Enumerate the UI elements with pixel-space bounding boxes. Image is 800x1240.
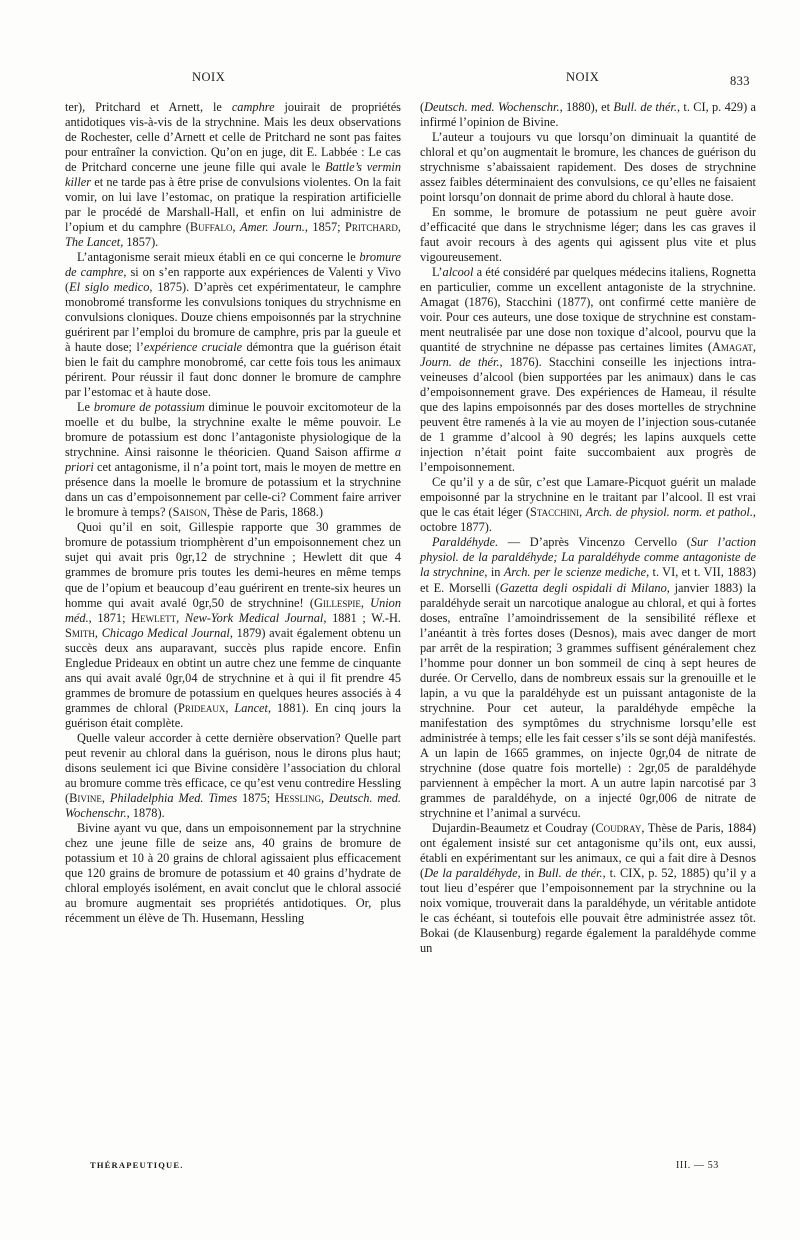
text-run: New-York Medical Journal xyxy=(184,610,324,625)
text-run: , octobre 1877). xyxy=(420,505,757,535)
text-run: bromure de camphre xyxy=(65,250,401,280)
text-run: expérience cruciale xyxy=(143,340,243,355)
text-run: Saison xyxy=(172,505,207,520)
footer-volume: III. — 53 xyxy=(676,1160,719,1171)
paragraph xyxy=(420,205,756,265)
paragraph xyxy=(420,475,756,535)
text-run: Quoi qu’il en soit, Gillespie rapporte que 30 grammes de bromure de potassium triomphèrent d’un empoisonnement chez un sujet qui avait pris 0gr,12 de strychnine ; Hewlett dit que 4 grammes de bromure pris toutes les demi-heures en même temps que de l’opium et beaucoup d’eau guérirent en trente-six heures un homme qui avait avalé 0gr,50 de strychnine! ( xyxy=(65,520,401,610)
text-run: , 1880), et xyxy=(559,100,614,114)
text-run: , 1875). D’après cet expérimentateur, le camphre monobromé transforme les convulsions toniques du strychnisme en convulsions cloniques. Douze chiens empoisonnés par la strychnine guérirent par l’emploi du bromure de camphre, pris par la gueule et à haute dose; l’ xyxy=(65,280,401,355)
text-run: L’antagonisme serait mieux établi en ce qui concerne le xyxy=(77,250,360,265)
text-run: diminue le pouvoir excitomoteur de la moelle et du bulbe, la strychnine exalte le même pouvoir. Le bromure de potassium est donc l’antagoniste physiologique de la strychnine. Ainsi raisonne le théoricien. Quand Saison affirme xyxy=(65,400,401,460)
text-run: Hewlett xyxy=(131,610,177,625)
text-run: , in xyxy=(517,865,538,880)
text-run: , 1881). En cinq jours la guérison était complète. xyxy=(65,700,401,730)
text-run: camphre xyxy=(231,100,275,114)
text-run: L’ xyxy=(432,265,443,280)
text-run: ( xyxy=(420,100,425,114)
paragraph xyxy=(420,821,756,956)
text-run: , xyxy=(752,340,756,355)
text-run: L’auteur a toujours vu que lorsqu’on diminuait la quantité de chloral et qu’on augmentait le bromure, les chances de guérison du strychnisme s’abaissaient rapidement. Des doses de strychnine assez faibles déterminaient des convulsions, ce qu’elles ne faisaient point lorsqu’on donnait de prime abord du chloral à haute dose. xyxy=(420,130,756,205)
text-run: Deutsch. med. Wochenschr. xyxy=(65,790,402,820)
text-run: , xyxy=(225,700,235,715)
text-run: , 1881 ; W.-H. xyxy=(323,610,402,625)
text-run: , in xyxy=(484,565,504,580)
text-run: — D’après Vincenzo Cervello ( xyxy=(498,535,691,550)
paragraph xyxy=(65,520,401,730)
left-column xyxy=(65,100,401,926)
text-run: The Lancet xyxy=(65,235,121,250)
text-run: Journ. de thér. xyxy=(420,355,500,370)
text-run: , 1879) avait également obtenu un succès deux ans auparavant, succès plus rapide encore. Enfin Engledue Prideaux en obtint un autre chez une femme de cinquante ans qui avait avalé 0gr,04 de strychnine et à qui il fit prendre 45 grammes de bromure de potassium en quelques heures associés à 4 grammes de chloral ( xyxy=(65,625,402,715)
text-run: , t. VI, et t. VII, 1883) et E. Morselli ( xyxy=(420,565,756,595)
text-run: , t. CI, p. 429) a infirmé l’opinion de Bivine. xyxy=(420,100,756,130)
text-run: Bull. de thér. xyxy=(538,865,603,880)
text-run: De la paraldéhyde xyxy=(424,865,518,880)
text-run: Arch. per le scienze mediche xyxy=(503,565,647,580)
text-run: Lancet xyxy=(234,700,268,715)
paragraph xyxy=(420,535,756,820)
text-run: Union méd. xyxy=(65,595,402,625)
text-run: , xyxy=(579,505,586,520)
paragraph xyxy=(65,250,401,400)
text-run: ter), Pritchard et Arnett, le xyxy=(65,100,232,114)
text-run: Ce qu’il y a de sûr, c’est que Lamare-Picquot guérit un malade empoisonné par la strychnine en le traitant par l’alcool. Il est vrai que le cas était léger ( xyxy=(420,475,756,520)
text-run: Stacchini xyxy=(530,505,580,520)
text-run: Prideaux xyxy=(177,700,226,715)
text-run: Smith xyxy=(65,625,95,640)
text-run: alcool xyxy=(442,265,474,280)
paragraph xyxy=(420,265,756,475)
text-run: , 1871; xyxy=(88,610,132,625)
text-run: , xyxy=(101,790,110,805)
text-run: jouirait de propriétés antidotiques vis-à-vis de la strychnine. Mais les deux observations de Rochester, celle d’Arnett et celle de Pritchard ne sont pas faites pour entraîner la conviction. Qu’on en juge, dit E. Labbée : Le cas de Pritchard concerne une jeune fille qui avale le xyxy=(65,100,401,175)
text-run: a priori xyxy=(65,445,401,475)
text-run: , janvier 1883) la paraldéhyde serait un narcotique analogue au chloral, et qui à fortes doses, entraîne l’amoindrissement de la sensibilité réflexe et l’anéantit à très fortes doses (Desnos), mais avec danger de mort par arrêt de la respiration; 3 grammes suffisent généralement chez l’homme pour donner un bon sommeil de cinq à sept heures de durée. Or Cervello, dans de nombreux essais sur la grenouille et le lapin, a vu que la paraldéhyde est un puissant antagoniste de la strychnine. Pour cet auteur, la paraldéhyde empêche la manifestation des symptômes du strychnisme lorsqu’elle est administrée à temps; elle les fait cesser s’ils se sont déjà manifestés. A un lapin de 1665 grammes, on injecte 0gr,04 de nitrate de strychnine (dose quatre fois mortelle) : 2gr,05 de paraldéhyde parviennent à empêcher la mort. A un autre lapin narcotisé par 3 grammes de paraldéhyde, on a injecté 0gr,006 de nitrate de strychnine et l’animal a survécu. xyxy=(420,580,757,820)
text-run: En somme, le bromure de potassium ne peut guère avoir d’efficacité que dans le strychnisme léger; dans les cas graves il faut avoir recours à des agents qui agissent plus vite et plus vigoureusement. xyxy=(420,205,756,265)
text-run: Amagat xyxy=(711,340,753,355)
text-run: , 1857). xyxy=(120,235,159,250)
text-run: , Thèse de Paris, 1868.) xyxy=(207,505,323,520)
text-run: Dujardin-Beaumetz et Coudray ( xyxy=(432,820,596,835)
text-run: , 1878). xyxy=(126,805,165,820)
running-header-right: NOIX xyxy=(566,70,600,84)
text-run: Coudray xyxy=(595,820,642,835)
page-number: 833 xyxy=(730,74,750,88)
footer-signature: THÉRAPEUTIQUE. xyxy=(90,1160,184,1170)
text-run: et ne tarde pas à être prise de convulsions violentes. On la fait vomir, on lui lave l’estomac, on pratique la respiration artificielle par le procédé de Marshall-Hall, et enfin on lui administre de l’opium et du camphre ( xyxy=(65,175,401,235)
text-run: 1875; xyxy=(237,790,276,805)
text-run: , xyxy=(360,595,371,610)
text-run: Buffalo xyxy=(189,220,233,235)
text-run: Paraldéhyde. xyxy=(432,535,499,550)
paragraph xyxy=(65,100,401,250)
paragraph xyxy=(65,400,401,520)
paragraph xyxy=(65,821,401,926)
text-run: Bivine ayant vu que, dans un empoisonnement par la strychnine chez une jeune fille de seize ans, 40 grains de bromure de potassium et 10 à 20 grains de chloral agissaient plus efficacement que 120 grains de bromure de potassium et 40 grains d’hydrate de chloral employés isolément, en avait conclut que le chloral associé au bromure augmentait ses propriétés antidotiques. Or, plus récemment un élève de Th. Husemann, Hessling xyxy=(65,820,401,925)
text-run: démontra que la guérison était bien le fait du camphre monobromé, car cette fois tous les animaux périrent. Pour réussir il faut donc donner le bromure de camphre par l’estomac et à haute dose. xyxy=(65,340,401,400)
running-header-left: NOIX xyxy=(192,70,226,84)
text-run: Bivine xyxy=(69,790,102,805)
right-column xyxy=(420,100,756,956)
text-run: Le xyxy=(77,400,94,415)
text-run: Pritchard xyxy=(345,220,398,235)
paragraph xyxy=(65,731,401,821)
text-run: Chicago Medical Journal xyxy=(101,625,230,640)
text-run: , 1857; xyxy=(304,220,346,235)
text-run: , 1876). Stacchini conseille les injections intra-veineuses d’alcool (bien supportées par les animaux) dans le cas d’empoisonnement grave. Des expériences de Hameau, il résulte que des lapins empoisonnés par des doses mortelles de strychnine peuvent être ramenés à la vie au moyen de l’injection sous-cutanée de 1 gramme d’alcool à 90 degrés; les lapins auxquels cette injection n’était point faite succombaient aux progrès de l’empoisonnement. xyxy=(420,355,756,475)
text-run: Deutsch. med. Wochenschr. xyxy=(424,100,560,114)
text-run: , xyxy=(397,220,401,235)
text-run: Gillespie xyxy=(313,595,361,610)
text-run: , xyxy=(94,625,102,640)
text-run: , xyxy=(320,790,329,805)
text-run: Hessling xyxy=(275,790,321,805)
text-run: Amer. Journ. xyxy=(240,220,305,235)
text-run: a été considéré par quelques médecins italiens, Rognetta en particulier, comme un excellent antagoniste de la strychnine. Amagat (1876), Stacchini (1877), ont confirmé cette manière de voir. Pour ces auteurs, une dose toxique de strychnine est constamment neutralisée par une dose non toxique d’alcool, pourvu que la quantité de strychnine ne dépasse pas certaines limites ( xyxy=(420,265,756,355)
text-run: Battle’s vermin killer xyxy=(65,160,401,190)
paragraph xyxy=(420,100,756,130)
text-run: Gazetta degli ospidali di Milano xyxy=(499,580,667,595)
text-run: cet antagonisme, il n’a point tort, mais le moyen de mettre en présence dans la moelle le bromure de potassium et la strychnine dans un cas d’empoisonnement par celle-ci? Comment faire arriver le bromure à temps? ( xyxy=(65,460,401,520)
text-run: Sur l’action physiol. de la paraldéhyde; La paraldéhyde comme antagoniste de la strychnine xyxy=(420,535,756,580)
text-run: Quelle valeur accorder à cette dernière observation? Quelle part peut revenir au chloral dans la guérison, nous le dirons plus haut; disons seulement ici que Bivine considère l’association du chloral au bromure comme très efficace, ce qu’est venu contredire Hessling ( xyxy=(65,730,401,805)
text-run: , t. CIX, p. 52, 1885) qu’il y a tout lieu d’espérer que l’empoisonnement par la strychnine ou la noix vomique, trouverait dans la paraldéhyde, un véritable antidote le cas échéant, si toutefois elle pouvait être administrée assez tôt. Bokai (de Klausenburg) regarde également la paraldéhyde comme un xyxy=(420,865,756,955)
text-run: , xyxy=(232,220,241,235)
text-run: Arch. de physiol. norm. et pathol. xyxy=(585,505,753,520)
text-run: , Thèse de Paris, 1884) ont également insisté sur cet antagonisme qu’ils ont, eux aussi, établi en expérimentant sur les animaux, ce qui a fait dire à Desnos ( xyxy=(420,820,756,880)
text-run: bromure de potassium xyxy=(93,400,205,415)
text-run: , xyxy=(176,610,185,625)
text-run: Bull. de thér. xyxy=(613,100,677,114)
paragraph xyxy=(420,130,756,205)
text-run: Philadelphia Med. Times xyxy=(109,790,238,805)
text-run: , si on s’en rapporte aux expériences de Valenti y Vivo ( xyxy=(65,265,401,295)
text-run: El siglo medico xyxy=(69,280,150,295)
